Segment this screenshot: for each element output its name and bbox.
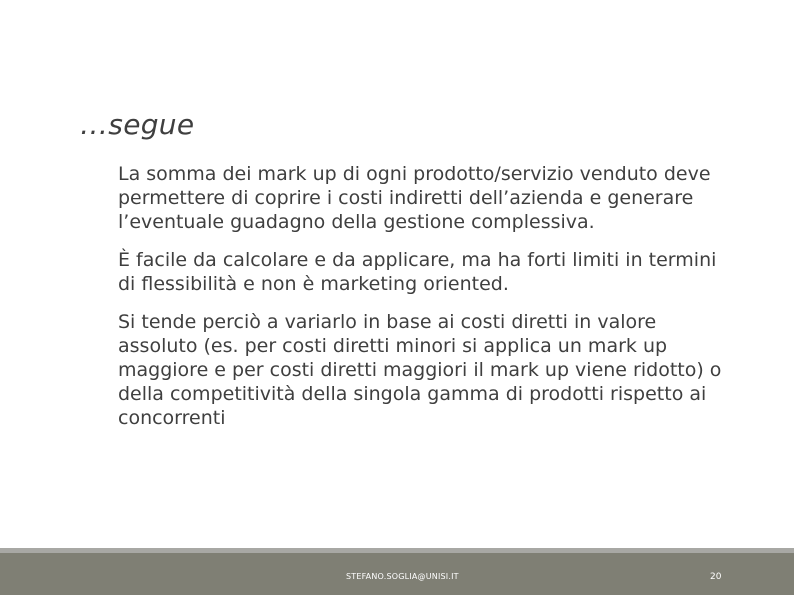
paragraph-1: La somma dei mark up di ogni prodotto/servizio venduto deve permettere di coprire i costi indiretti dell’azienda e generare l’eventuale guadagno della gestione complessiva. — [118, 163, 711, 233]
slide-title: …segue — [80, 108, 195, 141]
page-number: 20 — [710, 572, 722, 582]
footer-email: STEFANO.SOGLIA@UNISI.IT — [346, 572, 459, 581]
paragraph-3: Si tende perciò a variarlo in base ai costi diretti in valore assoluto (es. per costi diretti minori si applica un mark up maggiore e per costi diretti maggiori il mark up viene ridotto) o della competitività della singola gamma di prodotti rispetto ai concorrenti — [118, 311, 722, 429]
paragraph-2: È facile da calcolare e da applicare, ma ha forti limiti in termini di flessibilità e non è marketing oriented. — [118, 249, 717, 295]
slide-body — [118, 162, 738, 444]
